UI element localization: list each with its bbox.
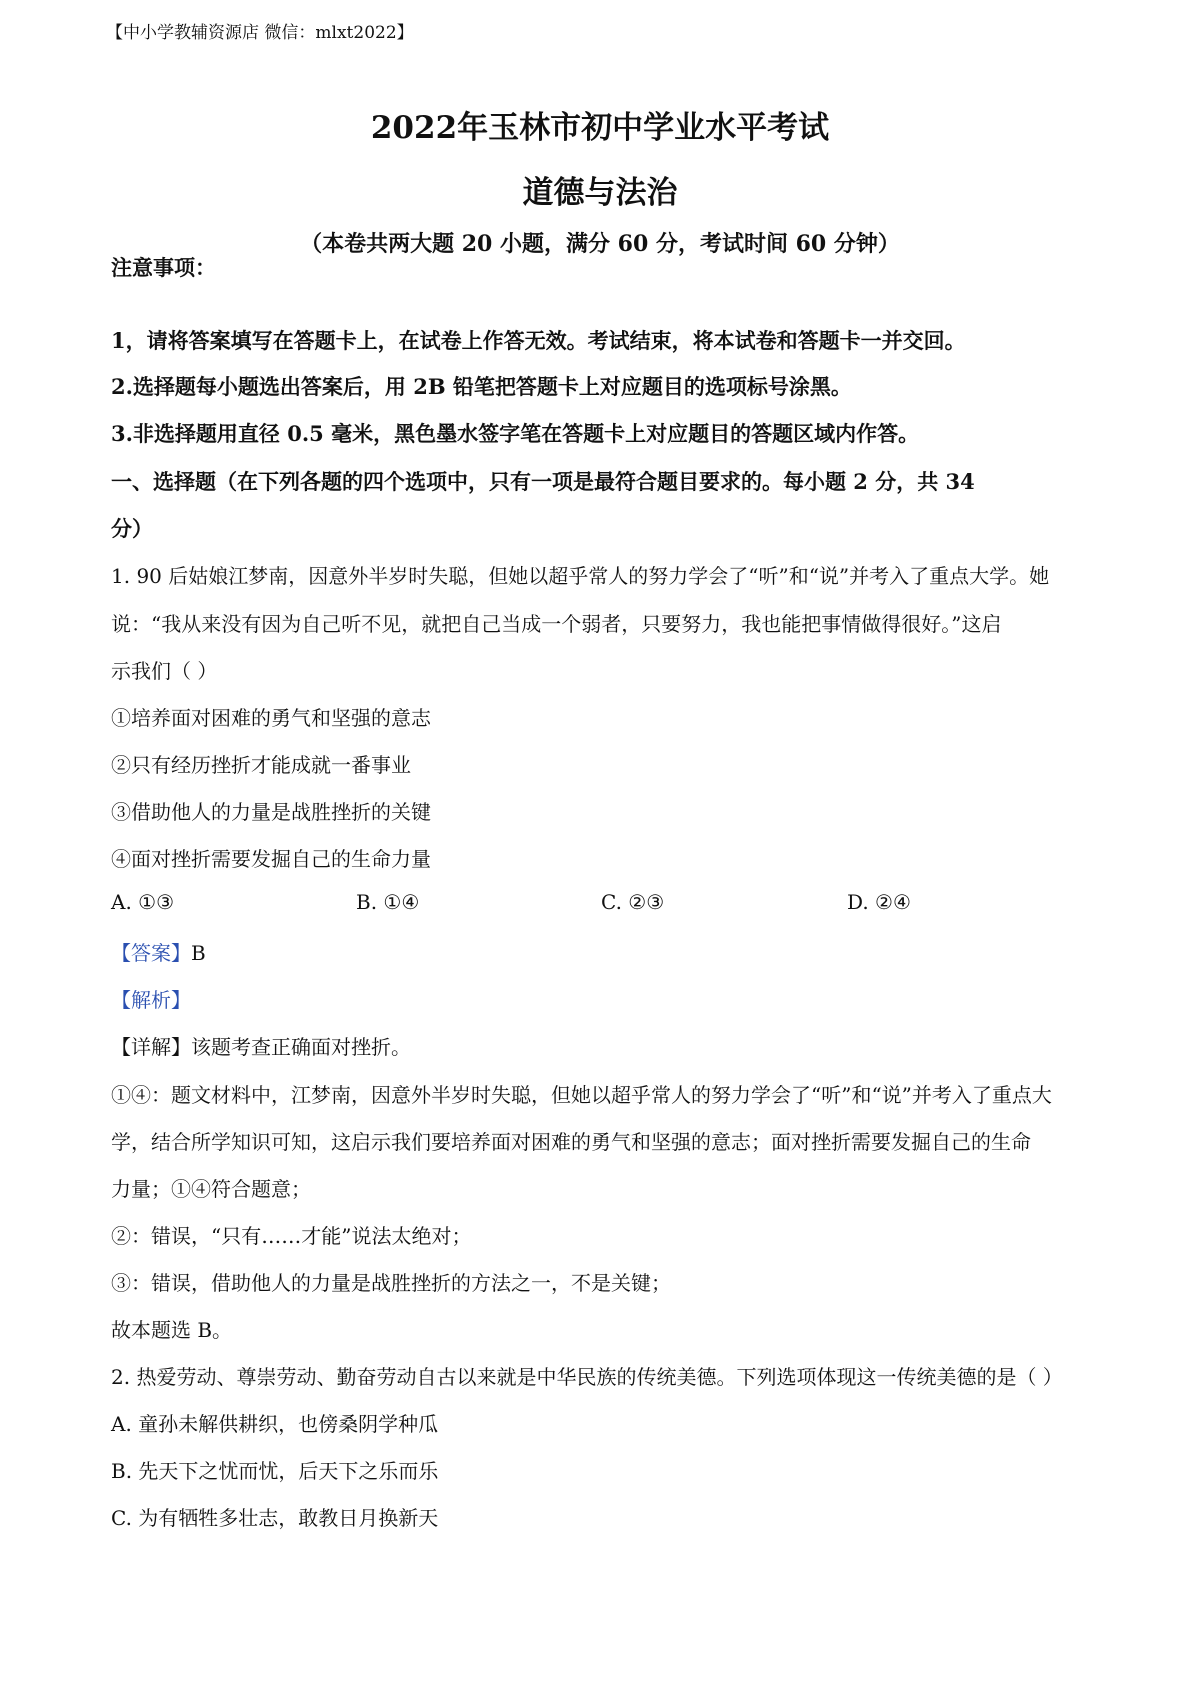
notice-item-3: 3.非选择题用直径 0.5 毫米，黑色墨水签字笔在答题卡上对应题目的答题区域内作答。 [111, 421, 920, 446]
q1-statement-4: ④面对挫折需要发掘自己的生命力量 [111, 847, 431, 871]
q1-option-d: D. ②④ [847, 890, 911, 914]
q1-statement-2: ②只有经历挫折才能成就一番事业 [111, 753, 411, 777]
subject-title: 道德与法治 [522, 175, 678, 211]
section1-heading-cont: 分） [111, 516, 153, 541]
q1-option-b: B. ①④ [356, 890, 420, 914]
q2-option-c: C. 为有牺牲多壮志，敢教日月换新天 [111, 1506, 439, 1530]
notice-heading: 注意事项： [111, 255, 216, 280]
answer-value: B [191, 941, 206, 965]
section1-heading: 一、选择题（在下列各题的四个选项中，只有一项是最符合题目要求的。每小题 2 分，共 34 [111, 469, 975, 494]
detail-label: 【详解】 [111, 1035, 191, 1059]
q1-explain-3: 力量；①④符合题意； [111, 1177, 311, 1201]
detail-text: 该题考查正确面对挫折。 [191, 1035, 411, 1059]
q1-explain-2: 学，结合所学知识可知，这启示我们要培养面对困难的勇气和坚强的意志；面对挫折需要发掘自己的生命 [111, 1130, 1031, 1154]
analysis-label: 【解析】 [111, 988, 191, 1012]
q1-explain-4: ②：错误，“只有……才能”说法太绝对； [111, 1224, 472, 1248]
header-note: 【中小学教辅资源店 微信：mlxt2022】 [106, 23, 414, 43]
notice-item-1: 1，请将答案填写在答题卡上，在试卷上作答无效。考试结束，将本试卷和答题卡一并交回。 [111, 328, 966, 353]
notice-item-2: 2.选择题每小题选出答案后，用 2B 铅笔把答题卡上对应题目的选项标号涂黑。 [111, 374, 852, 399]
q1-option-c: C. ②③ [601, 890, 665, 914]
q2-option-a: A. 童孙未解供耕织，也傍桑阴学种瓜 [111, 1412, 439, 1436]
q2-option-b: B. 先天下之忧而忧，后天下之乐而乐 [111, 1459, 439, 1483]
exam-info: （本卷共两大题 20 小题，满分 60 分，考试时间 60 分钟） [300, 231, 900, 257]
q1-answer [111, 937, 206, 966]
q1-detail [111, 1031, 411, 1060]
q1-option-a: A. ①③ [111, 890, 175, 914]
q1-statement-3: ③借助他人的力量是战胜挫折的关键 [111, 800, 431, 824]
exam-title: 2022年玉林市初中学业水平考试 [370, 110, 830, 146]
q1-statement-1: ①培养面对困难的勇气和坚强的意志 [111, 706, 431, 730]
q1-stem-line-3: 示我们（ ） [111, 659, 218, 683]
q1-explain-5: ③：错误，借助他人的力量是战胜挫折的方法之一，不是关键； [111, 1271, 671, 1295]
q1-stem-line-1: 1. 90 后姑娘江梦南，因意外半岁时失聪，但她以超乎常人的努力学会了“听”和“说”并考入了重点大学。她 [111, 564, 1050, 588]
q1-options [111, 890, 1011, 920]
q1-explain-1: ①④：题文材料中，江梦南，因意外半岁时失聪，但她以超乎常人的努力学会了“听”和“说”并考入了重点大 [111, 1083, 1052, 1107]
q1-stem-line-2: 说：“我从来没有因为自己听不见，就把自己当成一个弱者，只要努力，我也能把事情做得很好。”这启 [111, 612, 1002, 636]
q2-stem: 2. 热爱劳动、尊崇劳动、勤奋劳动自古以来就是中华民族的传统美德。下列选项体现这一传统美德的是（ ） [111, 1365, 1063, 1389]
answer-label: 【答案】 [111, 941, 191, 965]
q1-explain-6: 故本题选 B。 [111, 1318, 233, 1342]
